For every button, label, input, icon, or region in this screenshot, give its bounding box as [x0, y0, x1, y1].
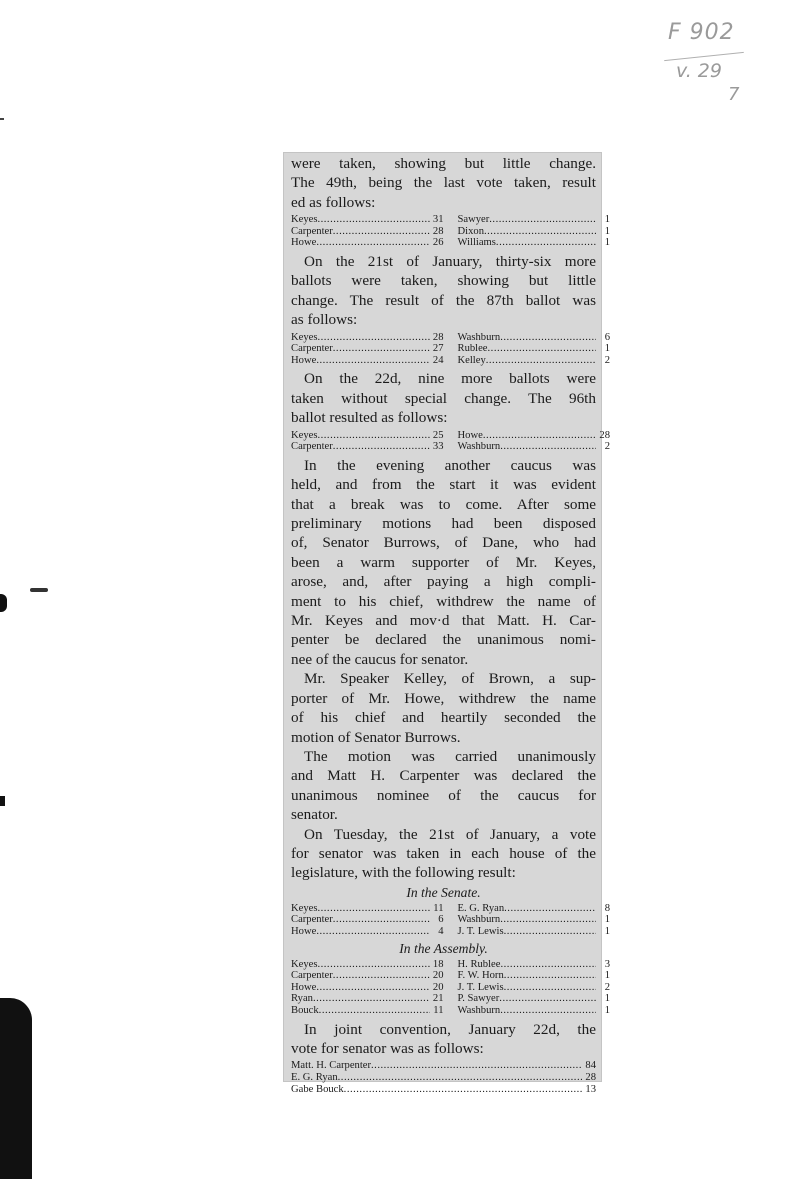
- candidate-name: Bouck: [291, 1004, 319, 1016]
- vote-count: 25: [432, 429, 444, 441]
- paragraph-p7: [291, 825, 596, 883]
- candidate-name: P. Sawyer: [457, 993, 500, 1005]
- text-line: and Matt H. Carpenter was declared the: [291, 767, 596, 785]
- vote-count: 11: [433, 902, 444, 914]
- vote-count: 1: [604, 343, 610, 355]
- text-line: nee of the caucus for senator.: [291, 650, 469, 668]
- vote-count: 3: [604, 958, 610, 970]
- text-line: The motion was carried unanimously: [304, 747, 596, 765]
- vote-count: 28: [432, 331, 444, 343]
- text-line: On Tuesday, the 21st of January, a vote: [304, 825, 596, 843]
- text-line: legislature, with the following result:: [291, 864, 516, 882]
- candidate-name: Keyes: [291, 429, 318, 441]
- table-row: [291, 429, 610, 442]
- vote-count: 27: [432, 343, 444, 355]
- table-row: [291, 902, 610, 915]
- text-line: senator.: [291, 806, 338, 824]
- ballot-87-table: [291, 331, 610, 367]
- table-row: [291, 1060, 596, 1072]
- table-row: [291, 214, 610, 226]
- vote-count: 2: [604, 441, 610, 453]
- table-row: [291, 914, 610, 926]
- text-line: porter of Mr. Howe, withdrew the name: [291, 689, 596, 707]
- vote-count: 31: [432, 214, 444, 226]
- candidate-name: Carpenter: [291, 441, 333, 453]
- vote-count: 28: [432, 225, 444, 237]
- vote-count: 1: [604, 225, 610, 237]
- clipping-column: [291, 154, 610, 1098]
- newspaper-clipping: [283, 152, 610, 1095]
- vote-count: 1: [604, 214, 610, 226]
- table-row: [291, 354, 610, 367]
- candidate-name: Keyes: [291, 331, 318, 343]
- text-line: held, and from the start it was evident: [291, 476, 596, 494]
- candidate-name: Howe: [457, 429, 483, 441]
- table-row: [291, 225, 610, 238]
- candidate-name: Gabe Bouck: [291, 1083, 344, 1095]
- text-line: ed as follows:: [291, 193, 376, 211]
- candidate-name: E. G. Ryan: [457, 902, 505, 914]
- candidate-name: F. W. Horn: [457, 970, 504, 982]
- paragraph-p8: [291, 1020, 596, 1059]
- text-line: penter be declared the unanimous nomi-: [291, 631, 596, 649]
- table-row: [291, 1072, 596, 1084]
- candidate-name: Howe: [291, 237, 317, 249]
- archive-annotation-line-1: F 902: [668, 20, 735, 45]
- text-line: In joint convention, January 22d, the: [304, 1020, 596, 1038]
- candidate-name: J. T. Lewis: [457, 925, 504, 937]
- vote-count: 1: [604, 1004, 610, 1016]
- ballot-49-table: [291, 214, 610, 249]
- table-row: [291, 970, 610, 982]
- candidate-name: Dixon: [457, 225, 484, 237]
- candidate-name: Carpenter: [291, 970, 333, 982]
- text-line: of his chief and heartily seconded the: [291, 709, 596, 727]
- candidate-name: Keyes: [291, 214, 318, 226]
- paragraph-p5: [291, 669, 596, 747]
- vote-count: 11: [433, 1004, 444, 1016]
- text-line: ment to his chief, withdrew the name of: [291, 592, 596, 610]
- vote-count: 33: [432, 441, 444, 453]
- candidate-name: Howe: [291, 354, 317, 366]
- paragraph-p1: [291, 154, 596, 212]
- table-row: [291, 981, 610, 994]
- vote-count: 20: [432, 970, 444, 982]
- vote-count: 18: [432, 958, 444, 970]
- candidate-name: Carpenter: [291, 225, 333, 237]
- text-line: arose, and, after paying a high compli-: [291, 573, 596, 591]
- table-row: [291, 441, 610, 453]
- paragraph-p3: [291, 369, 596, 427]
- scan-edge-mark: [30, 588, 48, 592]
- candidate-name: Carpenter: [291, 343, 333, 355]
- vote-count: 28: [599, 429, 610, 441]
- scan-edge-mark: [0, 118, 4, 120]
- text-line: ballot resulted as follows:: [291, 409, 448, 427]
- text-line: change. The result of the 87th ballot was: [291, 291, 596, 309]
- vote-count: 13: [585, 1083, 596, 1095]
- candidate-name: Williams: [457, 237, 496, 249]
- scan-edge-mark: [0, 796, 5, 806]
- text-line: In the evening another caucus was: [304, 456, 596, 474]
- table-row: [291, 331, 610, 344]
- candidate-name: Carpenter: [291, 914, 333, 926]
- text-line: were taken, showing but little change.: [291, 155, 596, 172]
- vote-count: 4: [438, 925, 444, 937]
- candidate-name: Howe: [291, 925, 317, 937]
- candidate-name: Washburn: [457, 441, 501, 453]
- assembly-table: [291, 958, 610, 1017]
- vote-count: 26: [432, 237, 444, 249]
- vote-count: 1: [604, 914, 610, 926]
- candidate-name: H. Rublee: [457, 958, 501, 970]
- scan-edge-mark: [0, 594, 7, 612]
- table-row: [291, 925, 610, 938]
- ballot-96-table: [291, 429, 610, 453]
- text-line: vote for senator was as follows:: [291, 1039, 484, 1057]
- candidate-name: Washburn: [457, 914, 501, 926]
- archive-annotation-line-3: 7: [728, 84, 740, 105]
- text-line: motion of Senator Burrows.: [291, 728, 461, 746]
- text-line: Mr. Keyes and mov·d that Matt. H. Car-: [291, 612, 596, 630]
- senate-heading: In the Senate.: [406, 884, 481, 900]
- paragraph-p2: [291, 252, 596, 330]
- vote-count: 1: [604, 925, 610, 937]
- table-row: [291, 343, 610, 355]
- candidate-name: Rublee: [457, 343, 488, 355]
- text-line: for senator was taken in each house of the: [291, 844, 596, 862]
- vote-count: 28: [585, 1071, 596, 1083]
- candidate-name: Ryan: [291, 993, 313, 1005]
- vote-count: 1: [604, 993, 610, 1005]
- candidate-name: Keyes: [291, 902, 318, 914]
- vote-count: 2: [604, 354, 610, 366]
- candidate-name: Matt. H. Carpenter: [291, 1060, 372, 1072]
- candidate-name: Washburn: [457, 331, 501, 343]
- table-row: [291, 1084, 596, 1096]
- candidate-name: Washburn: [457, 1004, 501, 1016]
- text-line: that a break was to come. After some: [291, 495, 596, 513]
- text-line: preliminary motions had been disposed: [291, 515, 596, 533]
- candidate-name: Sawyer: [457, 214, 490, 226]
- candidate-name: Howe: [291, 981, 317, 993]
- assembly-heading: In the Assembly.: [399, 940, 488, 956]
- candidate-name: Kelley: [457, 354, 486, 366]
- senate-table: [291, 902, 610, 938]
- vote-count: 84: [585, 1060, 596, 1072]
- paragraph-p6: [291, 747, 596, 825]
- candidate-name: J. T. Lewis: [457, 981, 504, 993]
- candidate-name: E. G. Ryan: [291, 1071, 338, 1083]
- vote-count: 6: [438, 914, 444, 926]
- vote-count: 6: [604, 331, 610, 343]
- vote-count: 8: [604, 902, 610, 914]
- table-row: [291, 958, 610, 971]
- text-line: unanimous nominee of the caucus for: [291, 786, 596, 804]
- text-line: of, Senator Burrows, of Dane, who had: [291, 534, 596, 552]
- table-row: [291, 237, 610, 249]
- text-line: On the 21st of January, thirty-six more: [304, 253, 596, 270]
- table-row: [291, 993, 610, 1005]
- text-line: Mr. Speaker Kelley, of Brown, a sup-: [304, 670, 596, 688]
- candidate-name: Keyes: [291, 958, 318, 970]
- vote-count: 24: [432, 354, 444, 366]
- archive-annotation-line-2: v. 29: [676, 60, 722, 82]
- joint-convention-table: [291, 1060, 596, 1095]
- text-line: taken without special change. The 96th: [291, 389, 596, 407]
- vote-count: 1: [604, 970, 610, 982]
- text-line: been a warm supporter of Mr. Keyes,: [291, 553, 596, 571]
- text-line: as follows:: [291, 311, 358, 329]
- paragraph-p4: [291, 456, 596, 669]
- table-row: [291, 1004, 610, 1017]
- vote-count: 20: [432, 981, 444, 993]
- text-line: The 49th, being the last vote taken, result: [291, 174, 596, 192]
- scan-edge-shadow: [0, 998, 32, 1179]
- vote-count: 2: [604, 981, 610, 993]
- vote-count: 21: [432, 993, 444, 1005]
- text-line: On the 22d, nine more ballots were: [304, 370, 596, 388]
- vote-count: 1: [604, 237, 610, 249]
- text-line: ballots were taken, showing but little: [291, 272, 596, 290]
